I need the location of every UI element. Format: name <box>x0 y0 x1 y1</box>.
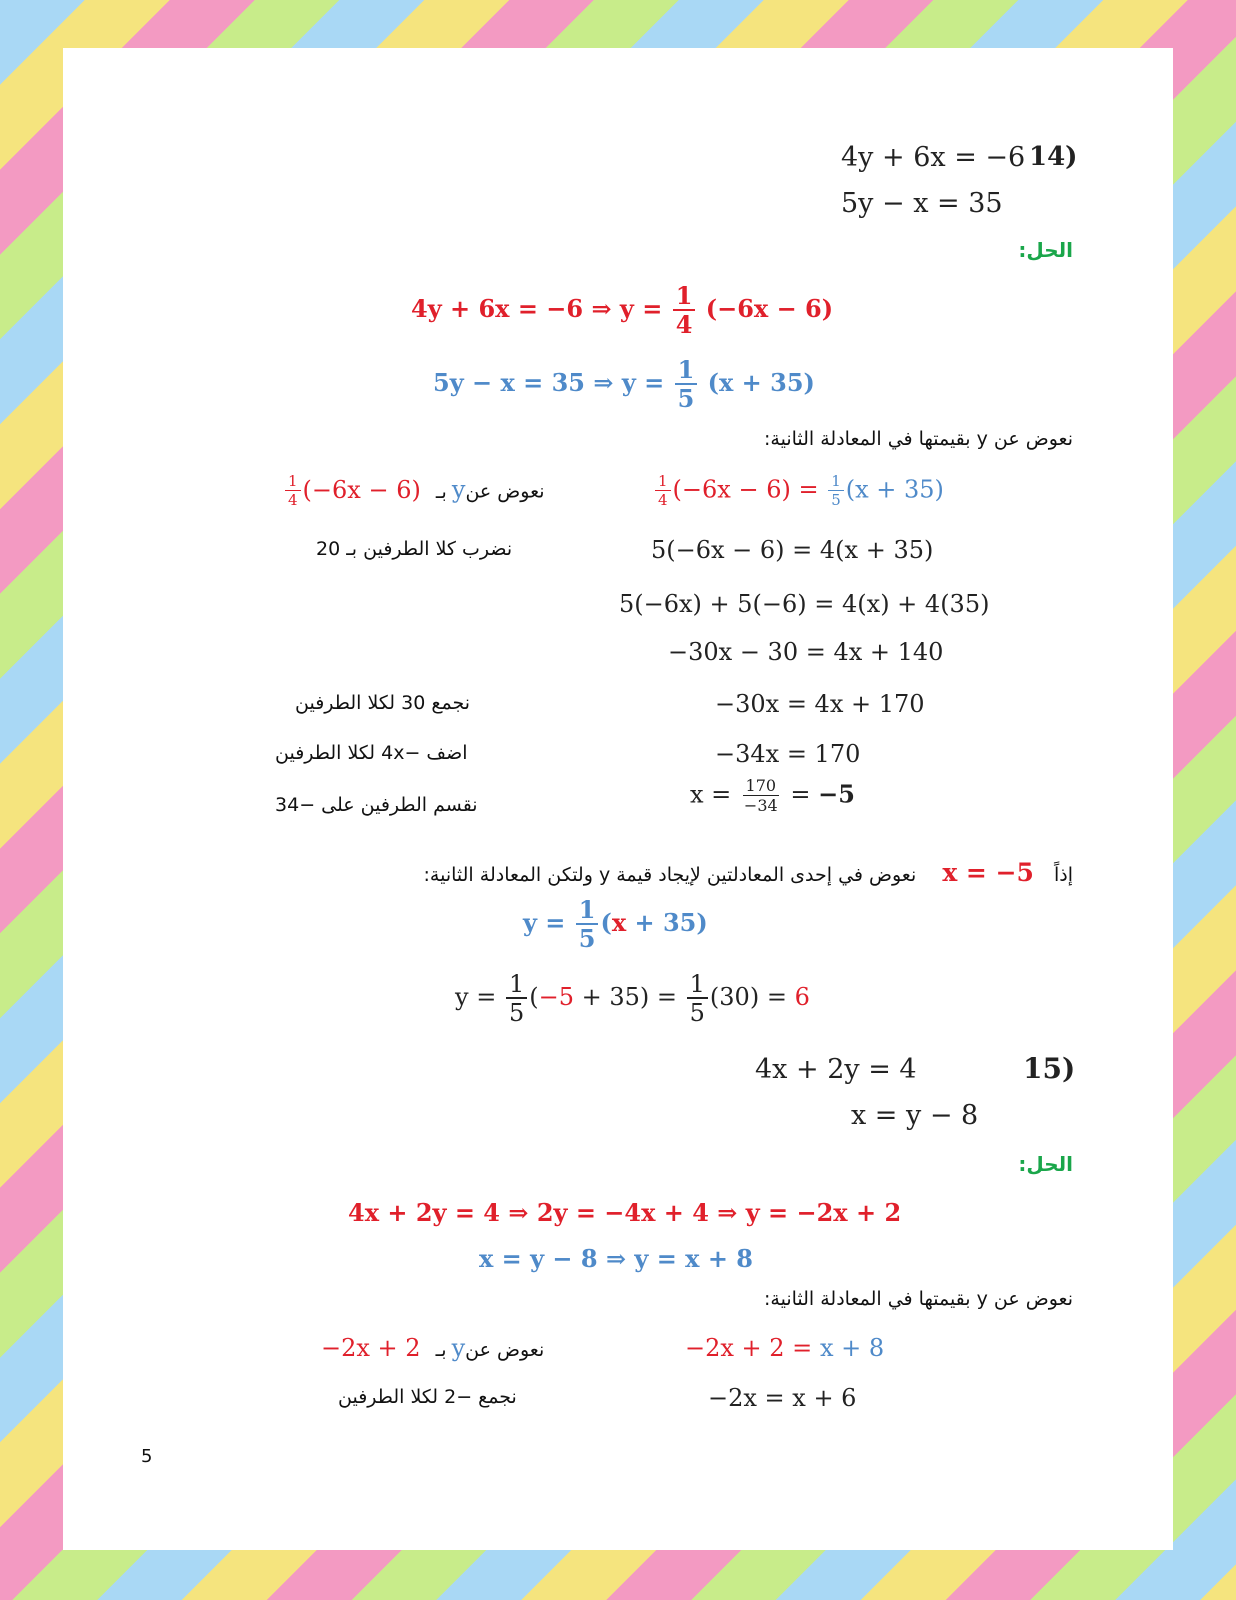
problem-14-equation-2: 5y − x = 35 <box>841 188 1003 219</box>
problem-14-line-3: 5(−6x) + 5(−6) = 4(x) + 4(35) <box>619 590 990 618</box>
problem-14-number: 14) <box>1029 142 1078 172</box>
problem-15-substitute-instruction: نعوض عن y بقيمتها في المعادلة الثانية: <box>764 1288 1073 1310</box>
problem-14-conclusion-text: إذاً x = −5 نعوض في إحدى المعادلتين لإيجاد قيمة y ولتكن المعادلة الثانية: <box>423 858 1073 887</box>
problem-14-line-1: $\frac{1}{4}$ (−6x − 6) = $\frac{1}{5}$ (x + 35) <box>653 474 944 508</box>
problem-14-line-5: −30x = 4x + 170 <box>715 690 925 718</box>
problem-14-solution-label: الحل: <box>1018 238 1073 262</box>
worksheet-page <box>63 48 1173 1550</box>
problem-15-number: 15) <box>1023 1052 1076 1085</box>
problem-14-step-2: 5y − x = 35 ⇒ y = $\frac{1}{5}$ (x + 35) <box>433 355 815 413</box>
problem-14-final-line: y = $\frac{1}{5}$ (−5 + 35) = $\frac{1}{5}$ (30) = 6 <box>455 970 810 1027</box>
problem-15-line-1: −2x + 2 = x + 8 <box>685 1334 885 1362</box>
problem-15-step-2: x = y − 8 ⇒ y = x + 8 <box>479 1244 754 1273</box>
page-number: 5 <box>141 1446 153 1467</box>
problem-14-note-7: نقسم الطرفين على −34 <box>275 794 478 816</box>
problem-14-note-1: $\frac{1}{4}$ (−6x − 6) بـ yنعوض عن <box>283 474 545 508</box>
problem-14-y-substitution: y = $\frac{1}{5}$ (x + 35) <box>523 895 708 953</box>
problem-15-note-1: −2x + 2 بـ yنعوض عن <box>321 1334 545 1362</box>
problem-14-note-5: نجمع 30 لكلا الطرفين <box>295 692 471 714</box>
problem-15-line-2: −2x = x + 6 <box>708 1384 857 1412</box>
problem-15-equation-1: 4x + 2y = 4 <box>755 1054 917 1085</box>
problem-14-note-6: اضف −4x لكلا الطرفين <box>275 742 468 764</box>
problem-14-line-6: −34x = 170 <box>715 740 861 768</box>
problem-14-step-1: 4y + 6x = −6 ⇒ y = $\frac{1}{4}$ (−6x − 6) <box>411 281 834 339</box>
problem-15-equation-2: x = y − 8 <box>851 1100 979 1131</box>
problem-15-step-1: 4x + 2y = 4 ⇒ 2y = −4x + 4 ⇒ y = −2x + 2 <box>348 1198 902 1227</box>
problem-15-note-2: نجمع −2 لكلا الطرفين <box>338 1386 517 1408</box>
problem-14-line-2: 5(−6x − 6) = 4(x + 35) <box>651 536 934 564</box>
problem-14-equation-1: 4y + 6x = −6 <box>841 142 1026 173</box>
problem-14-line-7: x = $\frac{170}{-34}$ = −5 <box>690 776 855 815</box>
problem-15-solution-label: الحل: <box>1018 1152 1073 1176</box>
problem-14-note-2: نضرب كلا الطرفين بـ 20 <box>316 538 513 560</box>
problem-14-substitute-instruction: نعوض عن y بقيمتها في المعادلة الثانية: <box>764 428 1073 450</box>
problem-14-line-4: −30x − 30 = 4x + 140 <box>668 638 944 666</box>
